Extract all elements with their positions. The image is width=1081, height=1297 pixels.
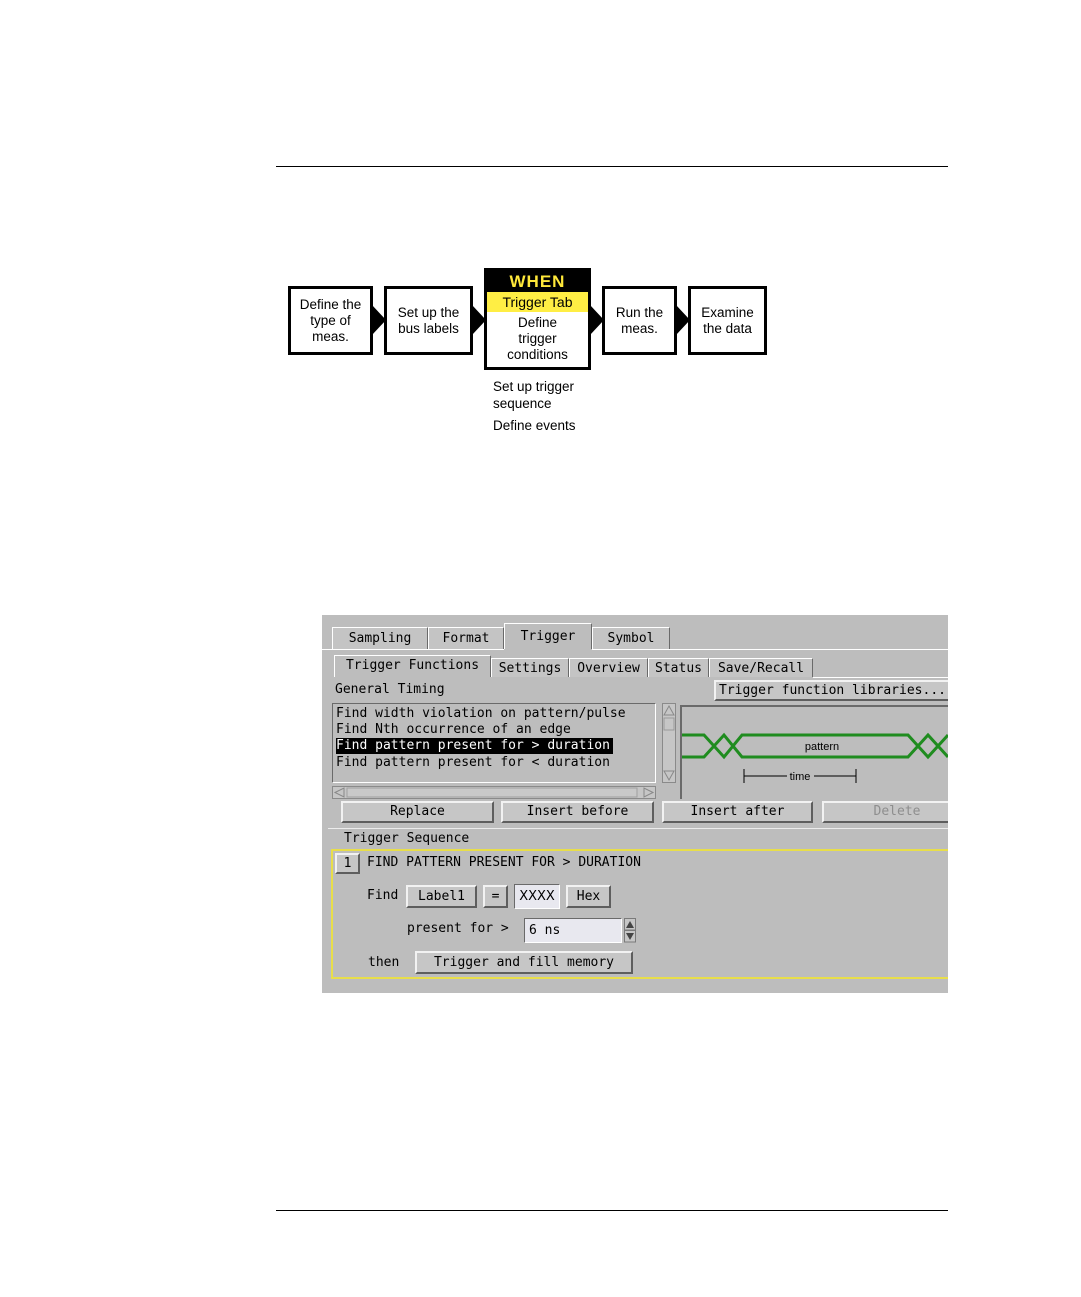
flow-note-line: sequence bbox=[493, 396, 552, 411]
stepper-arrows-icon bbox=[624, 918, 636, 943]
insert-before-button[interactable]: Insert before bbox=[501, 801, 654, 823]
section-divider bbox=[328, 828, 948, 829]
subtab-overview[interactable]: Overview bbox=[569, 658, 648, 677]
time-label: time bbox=[789, 771, 811, 783]
tab-sampling[interactable]: Sampling bbox=[332, 627, 428, 649]
trigger-function-list[interactable] bbox=[332, 703, 656, 783]
flow-step-line: bus labels bbox=[398, 320, 459, 336]
replace-button[interactable]: Replace bbox=[341, 801, 494, 823]
list-vertical-scrollbar[interactable] bbox=[662, 703, 676, 783]
flow-step-line: Examine bbox=[701, 304, 754, 320]
subtab-status[interactable]: Status bbox=[648, 658, 709, 677]
flow-step-bus-labels bbox=[384, 286, 473, 355]
pattern-label: pattern bbox=[804, 741, 840, 753]
flow-note-line: Set up trigger bbox=[493, 379, 575, 394]
subtab-trigger-functions[interactable]: Trigger Functions bbox=[334, 655, 491, 677]
flow-step-line: the data bbox=[703, 320, 752, 336]
pattern-value-field[interactable] bbox=[514, 884, 560, 909]
subtab-bar-edge bbox=[813, 677, 948, 678]
flow-note-line: Define events bbox=[493, 418, 576, 433]
label-select-button[interactable]: Label1 bbox=[406, 885, 477, 908]
trigger-sequence-title: Trigger Sequence bbox=[344, 831, 470, 846]
subtab-save-recall[interactable]: Save/Recall bbox=[709, 658, 813, 677]
list-horizontal-scrollbar[interactable] bbox=[332, 786, 656, 799]
waveform-preview bbox=[680, 705, 948, 799]
present-for-label: present for > bbox=[407, 921, 509, 936]
when-heading: WHEN bbox=[487, 271, 588, 292]
operator-button[interactable]: = bbox=[483, 885, 508, 908]
flow-step-line: Define bbox=[517, 315, 558, 330]
sequence-step-number[interactable]: 1 bbox=[335, 853, 360, 874]
flow-step-line: type of bbox=[310, 312, 351, 328]
trigger-action-button[interactable]: Trigger and fill memory bbox=[415, 951, 633, 974]
list-item[interactable]: Find width violation on pattern/pulse bbox=[336, 706, 626, 721]
flow-step-line: Define the bbox=[299, 296, 362, 312]
find-label: Find bbox=[367, 888, 399, 903]
tab-bar-edge bbox=[322, 649, 504, 650]
list-item[interactable]: Find pattern present for < duration bbox=[336, 755, 610, 770]
then-label: then bbox=[368, 955, 400, 970]
delete-button[interactable]: Delete bbox=[822, 801, 948, 823]
sequence-step-title: FIND PATTERN PRESENT FOR > DURATION bbox=[367, 855, 641, 870]
flow-step-line: Run the bbox=[615, 304, 664, 320]
trigger-window bbox=[322, 615, 948, 993]
bottom-rule bbox=[276, 1210, 948, 1211]
flow-step-run bbox=[602, 286, 677, 355]
flow-step-line: meas. bbox=[312, 328, 349, 344]
list-item[interactable]: Find Nth occurrence of an edge bbox=[336, 722, 571, 737]
scroll-arrows-icon bbox=[663, 704, 675, 782]
flow-step-examine bbox=[688, 286, 767, 355]
pattern-waveform bbox=[682, 707, 948, 799]
subtab-settings[interactable]: Settings bbox=[491, 658, 569, 677]
insert-after-button[interactable]: Insert after bbox=[662, 801, 813, 823]
duration-input[interactable] bbox=[524, 918, 622, 943]
tab-bar-edge bbox=[592, 649, 948, 650]
tab-format[interactable]: Format bbox=[428, 627, 504, 649]
list-item-selected[interactable]: Find pattern present for > duration bbox=[336, 738, 613, 754]
trigger-sequence-area bbox=[331, 849, 948, 979]
duration-value: 6 ns bbox=[529, 923, 561, 938]
flow-step-line: conditions bbox=[507, 347, 568, 362]
flow-step-line: trigger bbox=[518, 331, 557, 346]
flow-step-line: Set up the bbox=[397, 304, 460, 320]
flow-step-line: meas. bbox=[621, 320, 658, 336]
tab-trigger[interactable]: Trigger bbox=[504, 623, 592, 649]
flow-step-when bbox=[484, 268, 591, 370]
duration-stepper[interactable] bbox=[624, 918, 636, 943]
pattern-value: XXXX bbox=[519, 889, 555, 904]
flow-step-define-type bbox=[288, 286, 373, 355]
when-trigger-tab-label: Trigger Tab bbox=[487, 292, 588, 312]
trigger-function-libraries-button[interactable]: Trigger function libraries... bbox=[714, 680, 948, 701]
tab-symbol[interactable]: Symbol bbox=[592, 627, 670, 649]
base-select-button[interactable]: Hex bbox=[566, 885, 611, 908]
scroll-arrows-icon bbox=[333, 787, 655, 798]
category-label: General Timing bbox=[335, 682, 445, 697]
top-rule bbox=[276, 166, 948, 167]
